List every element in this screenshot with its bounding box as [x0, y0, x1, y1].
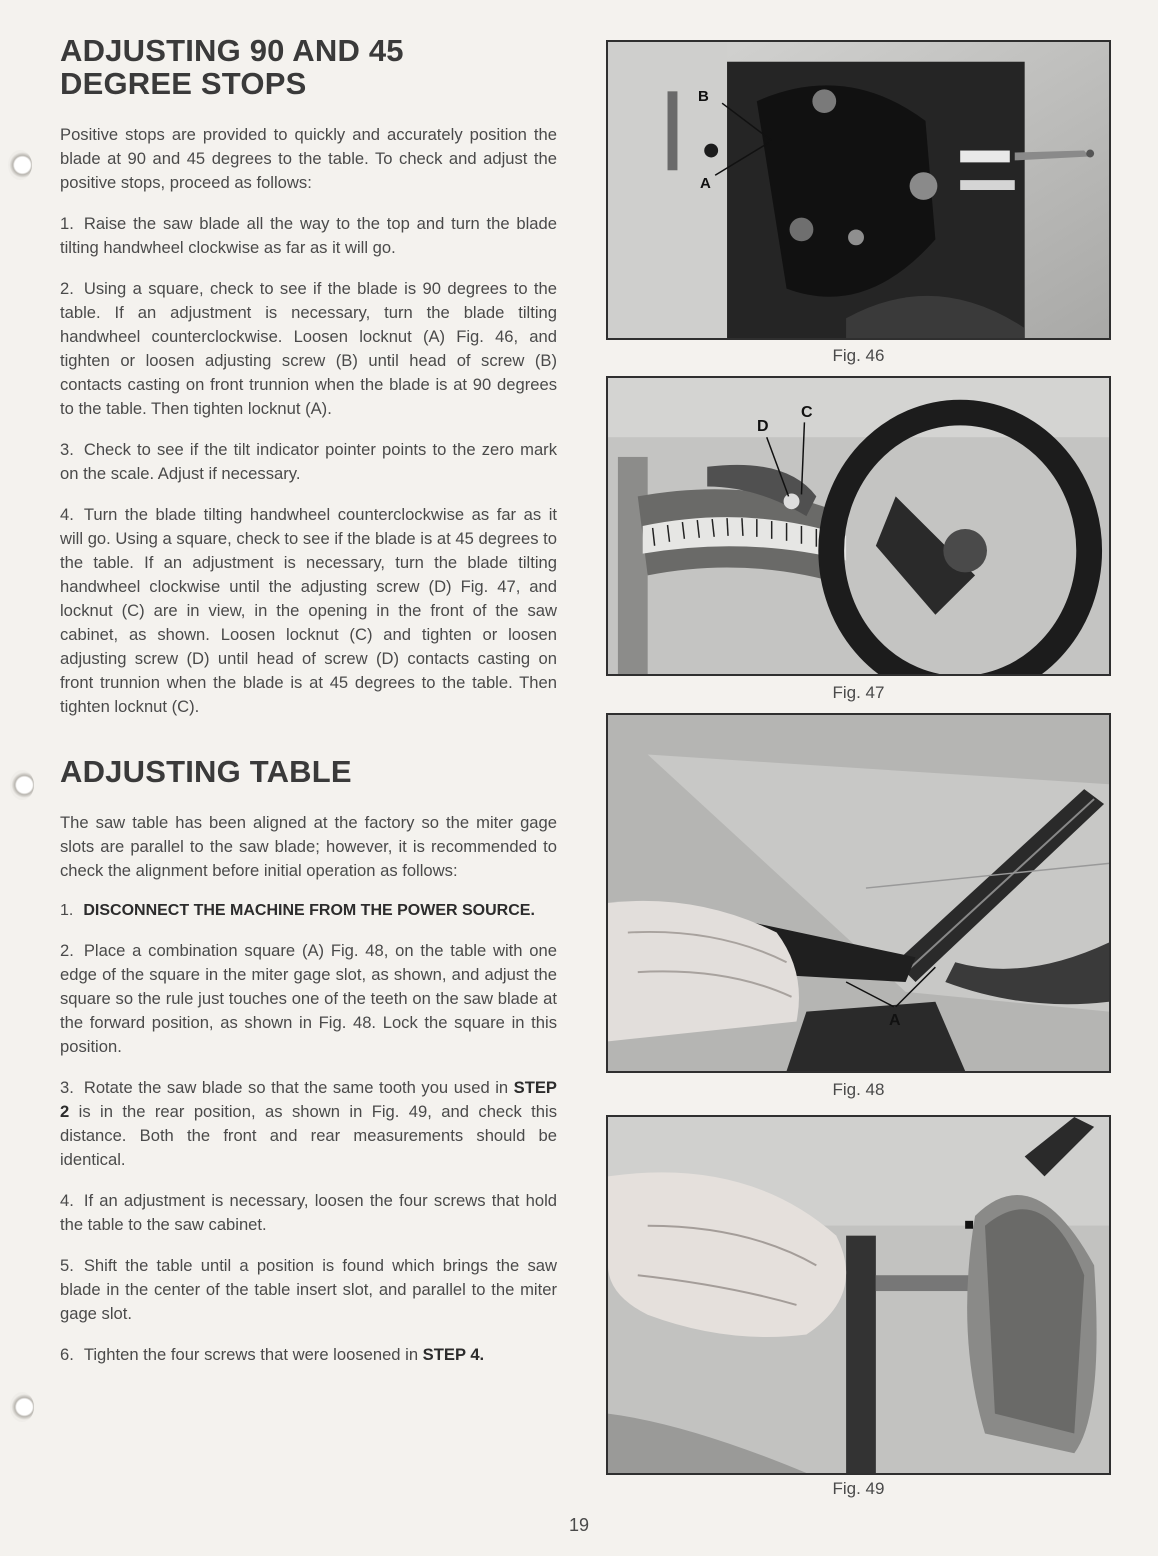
section-title-degree-stops [60, 34, 557, 100]
text-column [60, 34, 557, 1367]
fig47-label-d: D [757, 418, 769, 435]
degree-stops-step-1 [60, 212, 557, 260]
step-text: Turn the blade tilting handwheel counterclockwise as far as it will go. Using a square, check to see if the blade is at 45 degrees to the table. If an adjustment is necessary, turn the blade tilting handwheel clockwise until the adjusting screw (D) Fig. 47, and locknut (C) are in view, in the opening in the front of the saw cabinet, as shown. Loosen locknut (C) and tighten or loosen adjusting screw (D) until head of screw (D) contacts casting on front trunnion when the blade is at 45 degrees to the table. Then tighten locknut (C). [60, 505, 557, 716]
adjusting-table-step-3 [60, 1076, 557, 1172]
step-text: Shift the table until a position is found which brings the saw blade in the center of the table insert slot, and parallel to the miter gage slot. [60, 1256, 557, 1323]
step-text: Raise the saw blade all the way to the top and turn the blade tilting handwheel clockwise as far as it will go. [60, 214, 557, 257]
adjusting-table-step-4 [60, 1189, 557, 1237]
punch-hole-top [8, 150, 32, 180]
step-reference: STEP 2 [60, 1078, 557, 1121]
punch-hole-middle [10, 770, 34, 800]
step-number: 3. [60, 1078, 74, 1097]
page-number: 19 [568, 1515, 590, 1535]
fig46-label-a: A [700, 175, 711, 192]
figure-49-photo [606, 1115, 1111, 1475]
degree-stops-step-4 [60, 503, 557, 719]
step-text: Place a combination square (A) Fig. 48, on the table with one edge of the square in the miter gage slot, as shown, and adjust the square so the rule just touches one of the teeth on the saw blade at the forward position, as shown in Fig. 48. Lock the square in this position. [60, 941, 557, 1056]
title-line-2: DEGREE STOPS [60, 66, 307, 101]
step-number: 2. [60, 279, 74, 298]
fig47-label-c: C [801, 404, 813, 421]
degree-stops-intro: Positive stops are provided to quickly and accurately position the blade at 90 and 45 degrees to the table. To check and adjust the positive stops, proceed as follows: [60, 125, 557, 192]
step-number: 5. [60, 1256, 74, 1275]
fig48-label-a: A [889, 1012, 901, 1029]
step-text-post: is in the rear position, as shown in Fig. 49, and check this distance. Both the front and rear measurements should be identical. [60, 1102, 557, 1169]
step-text: Check to see if the tilt indicator pointer points to the zero mark on the scale. Adjust if necessary. [60, 440, 557, 483]
step-text-pre: Tighten the four screws that were loosened in [83, 1345, 423, 1364]
figure-46-caption: Fig. 46 [832, 346, 885, 365]
step-number: 4. [60, 505, 74, 524]
step-number: 1. [60, 902, 74, 919]
adjusting-table-step-5 [60, 1254, 557, 1326]
degree-stops-step-3 [60, 438, 557, 486]
title-line-1: ADJUSTING 90 AND 45 [60, 33, 404, 68]
step-text: Using a square, check to see if the blade is 90 degrees to the table. If an adjustment is necessary, turn the blade tilting handwheel counterclockwise. Loosen locknut (A) Fig. 46, and tighten or loosen adjusting screw (B) until head of screw (B) contacts casting on front trunnion when the blade is at 90 degrees to the table. Then tighten locknut (A). [60, 279, 557, 418]
step-number: 1. [60, 214, 74, 233]
step-number: 6. [60, 1345, 74, 1364]
figure-47-caption: Fig. 47 [832, 683, 885, 702]
figure-47-photo [606, 376, 1111, 676]
adjusting-table-intro: The saw table has been aligned at the factory so the miter gage slots are parallel to the saw blade; however, it is recommended to check the alignment before initial operation as follows: [60, 813, 557, 880]
adjusting-table-step-6 [60, 1343, 557, 1367]
step-number: 3. [60, 440, 74, 459]
figure-49-caption: Fig. 49 [832, 1479, 885, 1498]
fig46-label-b: B [698, 88, 709, 105]
step-number: 4. [60, 1191, 74, 1210]
figure-46-photo [606, 40, 1111, 340]
step-number: 2. [60, 941, 74, 960]
degree-stops-step-2 [60, 277, 557, 421]
figure-48-caption: Fig. 48 [832, 1080, 885, 1099]
adjusting-table-step-1 [60, 900, 557, 922]
adjusting-table-step-2 [60, 939, 557, 1059]
punch-hole-bottom [10, 1392, 34, 1422]
step-text: If an adjustment is necessary, loosen the four screws that hold the table to the saw cabinet. [60, 1191, 557, 1234]
step-text-pre: Rotate the saw blade so that the same tooth you used in [83, 1078, 514, 1097]
section-title-adjusting-table: ADJUSTING TABLE [60, 754, 352, 789]
step-text: DISCONNECT THE MACHINE FROM THE POWER SOURCE. [83, 902, 535, 919]
figure-48-photo [606, 713, 1111, 1073]
step-reference: STEP 4. [422, 1345, 485, 1364]
